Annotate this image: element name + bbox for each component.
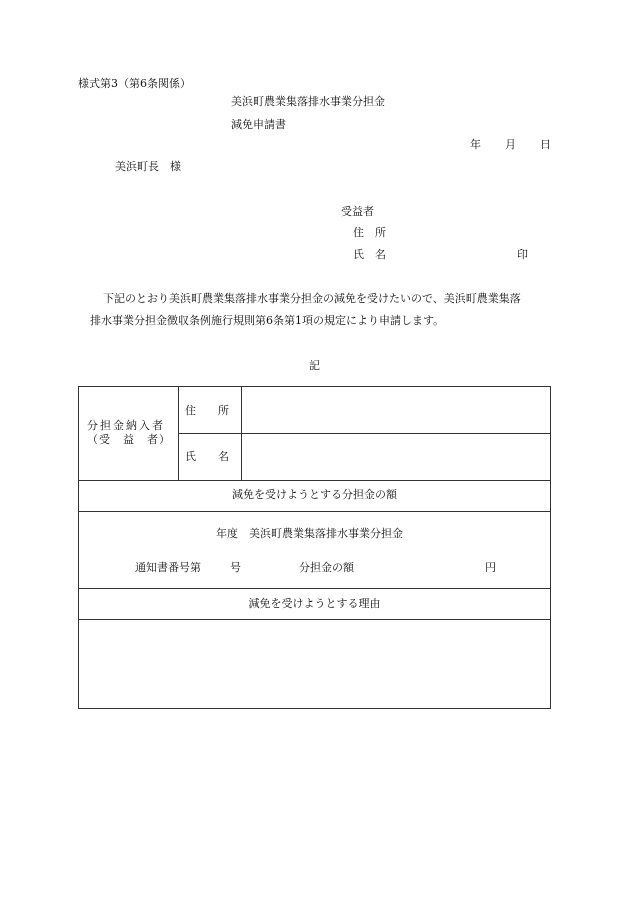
amount-label: 分担金の額 xyxy=(299,561,354,574)
body-text-line2: 排水事業分担金徴収条例施行規則第6条第1項の規定により申請します。 xyxy=(90,314,445,327)
date-month-label: 月 xyxy=(505,138,516,151)
notice-number-suffix: 号 xyxy=(230,561,241,574)
name-label: 氏 名 xyxy=(185,450,229,463)
ki-heading: 記 xyxy=(309,359,320,372)
name-field[interactable] xyxy=(242,434,550,480)
payer-sublabel: （受 益 者） xyxy=(87,433,171,446)
form-subtitle: 減免申請書 xyxy=(231,118,286,131)
divider-h1 xyxy=(79,480,550,481)
seal-mark: 印 xyxy=(517,248,528,261)
form-title: 美浜町農業集落排水事業分担金 xyxy=(231,95,385,108)
divider-h2 xyxy=(79,511,550,512)
applicant-name-label: 氏 名 xyxy=(353,248,386,261)
divider-h3 xyxy=(79,588,550,589)
reason-field[interactable] xyxy=(79,620,550,708)
notice-number-label: 通知書番号第 xyxy=(135,561,201,574)
date-year-label: 年 xyxy=(470,138,481,151)
applicant-label: 受益者 xyxy=(341,205,374,218)
payer-label: 分担金納入者 xyxy=(87,419,165,432)
amount-header: 減免を受けようとする分担金の額 xyxy=(232,488,397,501)
applicant-address-label: 住 所 xyxy=(353,226,386,239)
yen-label: 円 xyxy=(485,561,496,574)
addressee: 美浜町長 様 xyxy=(115,160,181,173)
application-table xyxy=(78,386,551,709)
address-field[interactable] xyxy=(242,387,550,433)
date-day-label: 日 xyxy=(540,138,551,151)
fiscal-year-line: 年度 美浜町農業集落排水事業分担金 xyxy=(216,527,403,540)
body-text-line1: 下記のとおり美浜町農業集落排水事業分担金の減免を受けたいので、美浜町農業集落 xyxy=(103,292,521,305)
form-number: 様式第3（第6条関係） xyxy=(78,77,191,90)
reason-header: 減免を受けようとする理由 xyxy=(248,597,381,610)
address-label: 住 所 xyxy=(185,404,229,417)
